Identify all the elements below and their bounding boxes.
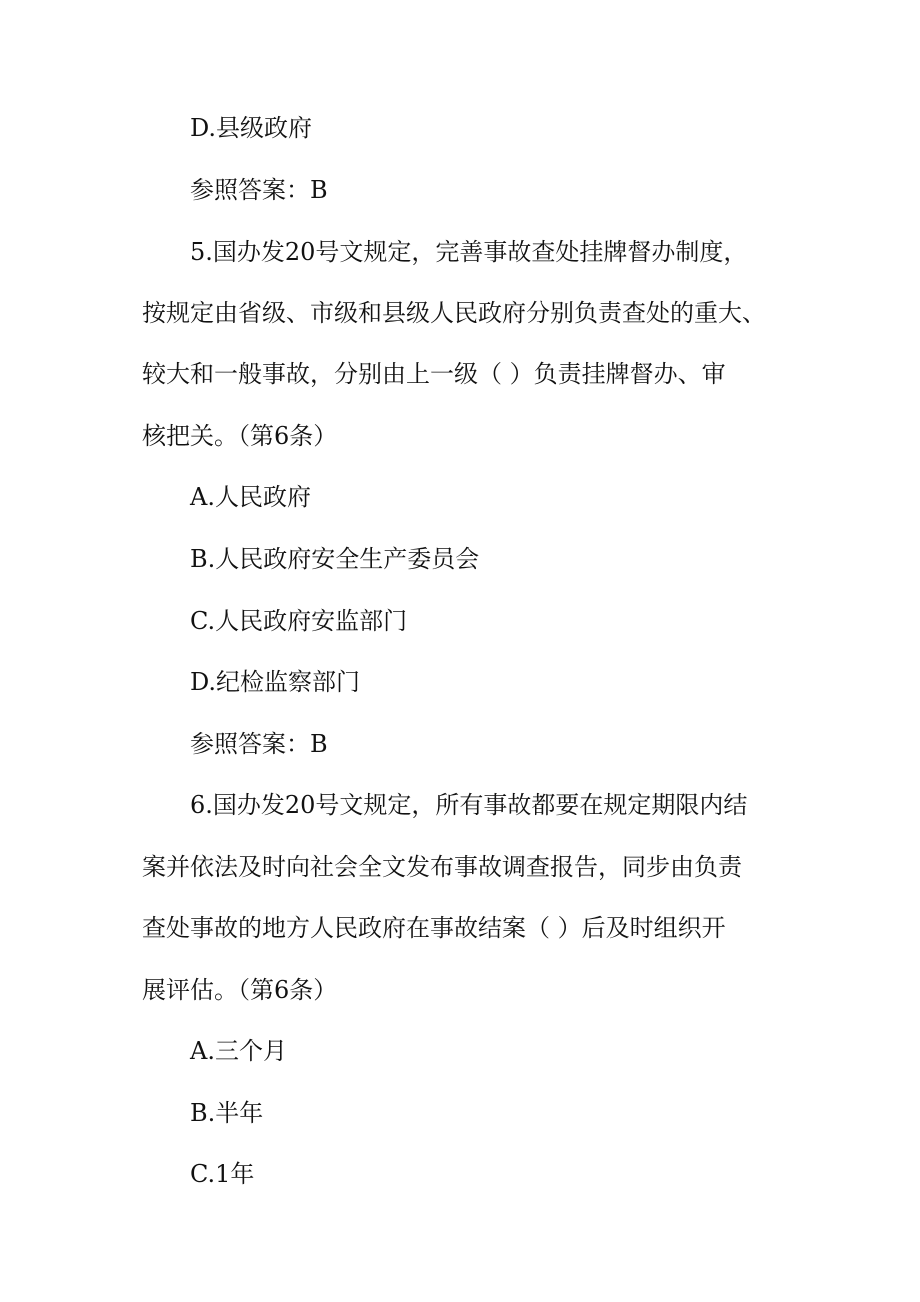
- q4-answer: 参照答案：B: [190, 176, 328, 204]
- q5-question-line-2: 按规定由省级、市级和县级人民政府分别负责查处的重大、: [142, 299, 766, 327]
- q6-option-c: C.1年: [190, 1160, 255, 1188]
- q5-option-c: C.人民政府安监部门: [190, 607, 408, 635]
- q5-option-a: A.人民政府: [190, 483, 311, 511]
- q4-option-d: D.县级政府: [190, 114, 313, 142]
- q5-question-line-3: 较大和一般事故，分别由上一级（ ）负责挂牌督办、审: [142, 360, 726, 388]
- q5-option-d: D.纪检监察部门: [190, 668, 361, 696]
- q6-question-line-2: 案并依法及时向社会全文发布事故调查报告，同步由负责: [142, 853, 742, 881]
- q5-option-b: B.人民政府安全生产委员会: [190, 545, 480, 573]
- q5-question-line-4: 核把关。（第6条）: [142, 422, 338, 450]
- q6-option-b: B.半年: [190, 1099, 264, 1127]
- q5-answer: 参照答案：B: [190, 730, 328, 758]
- q6-question-line-1: 6.国办发20号文规定，所有事故都要在规定期限内结: [190, 791, 748, 819]
- q6-option-a: A.三个月: [190, 1037, 287, 1065]
- q6-question-line-3: 查处事故的地方人民政府在事故结案（ ）后及时组织开: [142, 914, 726, 942]
- q5-question-line-1: 5.国办发20号文规定，完善事故查处挂牌督办制度，: [190, 238, 748, 266]
- q6-question-line-4: 展评估。（第6条）: [142, 976, 338, 1004]
